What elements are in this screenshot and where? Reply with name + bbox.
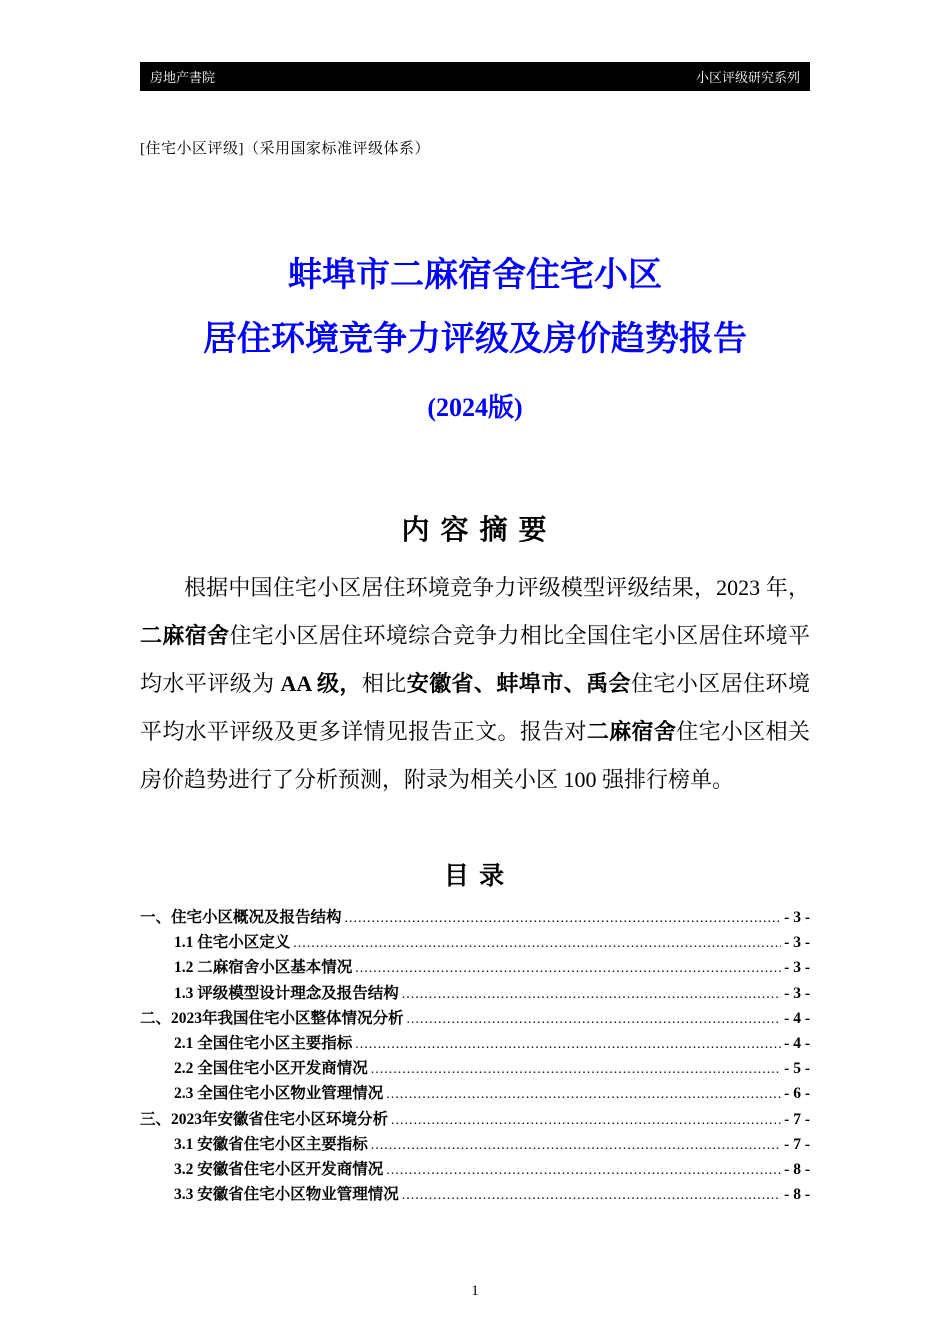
- toc-item-page: - 4 -: [784, 1035, 810, 1053]
- table-of-contents: [140, 906, 810, 1208]
- toc-dot-leader: [386, 1083, 781, 1107]
- abstract-heading: 内 容 摘 要: [401, 515, 549, 546]
- toc-item[interactable]: [140, 1007, 810, 1032]
- toc-item[interactable]: [140, 1082, 810, 1107]
- abstract-text-run: 住宅小区相关房价趋势进行了分析预测，附录为相关小区 100 强排行榜单。: [140, 719, 810, 792]
- toc-dot-leader: [407, 1008, 782, 1032]
- toc-item-label: 2.3 全国住宅小区物业管理情况: [174, 1085, 384, 1103]
- toc-item-label: 3.2 安徽省住宅小区开发商情况: [174, 1161, 384, 1179]
- toc-dot-leader: [391, 1109, 781, 1133]
- toc-item-page: - 8 -: [784, 1186, 810, 1204]
- report-title-line2: 居住环境竞争力评级及房价趋势报告: [203, 321, 747, 358]
- abstract-text-run: 住宅小区居住环境综合竞争力相比全国住宅小区居住环境平均水平评级为: [140, 623, 810, 696]
- toc-heading: 目 录: [443, 863, 507, 890]
- toc-item-page: - 3 -: [784, 909, 810, 926]
- toc-item-page: - 3 -: [784, 984, 810, 1002]
- toc-item-label: 2.2 全国住宅小区开发商情况: [174, 1060, 368, 1078]
- abstract-text-run: 根据中国住宅小区居住环境竞争力评级模型评级结果，2023 年，: [184, 575, 810, 600]
- abstract-text-run: 安徽省、蚌埠市、禹会: [406, 671, 631, 696]
- toc-item-page: - 3 -: [784, 959, 810, 977]
- toc-item-label: 1.3 评级模型设计理念及报告结构: [174, 984, 399, 1002]
- page-number: 1: [471, 1283, 479, 1299]
- toc-item[interactable]: [140, 1057, 810, 1082]
- toc-item[interactable]: [140, 931, 810, 956]
- abstract-text-run: 二麻宿舍: [140, 623, 230, 648]
- report-title-line1: 蚌埠市二麻宿舍住宅小区: [288, 257, 662, 294]
- document-header-bar: [140, 62, 810, 91]
- report-title-block: [0, 244, 950, 436]
- toc-item[interactable]: [140, 906, 810, 931]
- toc-item[interactable]: [140, 982, 810, 1007]
- toc-item-page: - 8 -: [784, 1161, 810, 1179]
- toc-dot-leader: [345, 907, 782, 931]
- toc-item-page: - 4 -: [784, 1009, 810, 1027]
- toc-item-page: - 5 -: [784, 1060, 810, 1078]
- toc-dot-leader: [402, 983, 781, 1007]
- toc-item-page: - 6 -: [784, 1085, 810, 1103]
- toc-item-page: - 7 -: [784, 1110, 810, 1128]
- toc-item-page: - 3 -: [784, 934, 810, 952]
- toc-item[interactable]: [140, 1032, 810, 1057]
- toc-dot-leader: [402, 1184, 781, 1208]
- abstract-text-run: 住宅小区居住环境平均水平评级及更多详情见报告正文。报告对: [140, 671, 810, 744]
- abstract-text-run: 二麻宿舍: [586, 719, 677, 744]
- toc-item-label: 3.1 安徽省住宅小区主要指标: [174, 1135, 368, 1153]
- toc-item-label: 一、住宅小区概况及报告结构: [140, 909, 342, 926]
- abstract-text-run: 相比: [361, 671, 407, 696]
- toc-item-label: 3.3 安徽省住宅小区物业管理情况: [174, 1186, 399, 1204]
- abstract-text-run: AA 级，: [280, 671, 362, 696]
- toc-dot-leader: [371, 1058, 781, 1082]
- toc-item[interactable]: [140, 1158, 810, 1183]
- toc-item[interactable]: [140, 1108, 810, 1133]
- toc-item-label: 1.1 住宅小区定义: [174, 934, 291, 952]
- toc-item-label: 二、2023年我国住宅小区整体情况分析: [140, 1009, 404, 1027]
- toc-item[interactable]: [140, 1183, 810, 1208]
- toc-item-label: 三、2023年安徽省住宅小区环境分析: [140, 1110, 389, 1128]
- header-left-text: 房地产書院: [150, 70, 216, 85]
- toc-item-label: 2.1 全国住宅小区主要指标: [174, 1035, 353, 1053]
- abstract-paragraph: [140, 564, 810, 804]
- toc-dot-leader: [355, 957, 781, 981]
- rating-system-note: [住宅小区评级]（采用国家标准评级体系）: [140, 141, 430, 157]
- toc-dot-leader: [355, 1033, 781, 1057]
- toc-item-label: 1.2 二麻宿舍小区基本情况: [174, 959, 353, 977]
- toc-dot-leader: [386, 1159, 781, 1183]
- toc-item[interactable]: [140, 1133, 810, 1158]
- toc-dot-leader: [371, 1134, 781, 1158]
- toc-item[interactable]: [140, 956, 810, 981]
- toc-item-page: - 7 -: [784, 1135, 810, 1153]
- toc-dot-leader: [293, 932, 781, 956]
- header-right-text: 小区评级研究系列: [695, 70, 800, 85]
- report-version: (2024版): [427, 393, 523, 422]
